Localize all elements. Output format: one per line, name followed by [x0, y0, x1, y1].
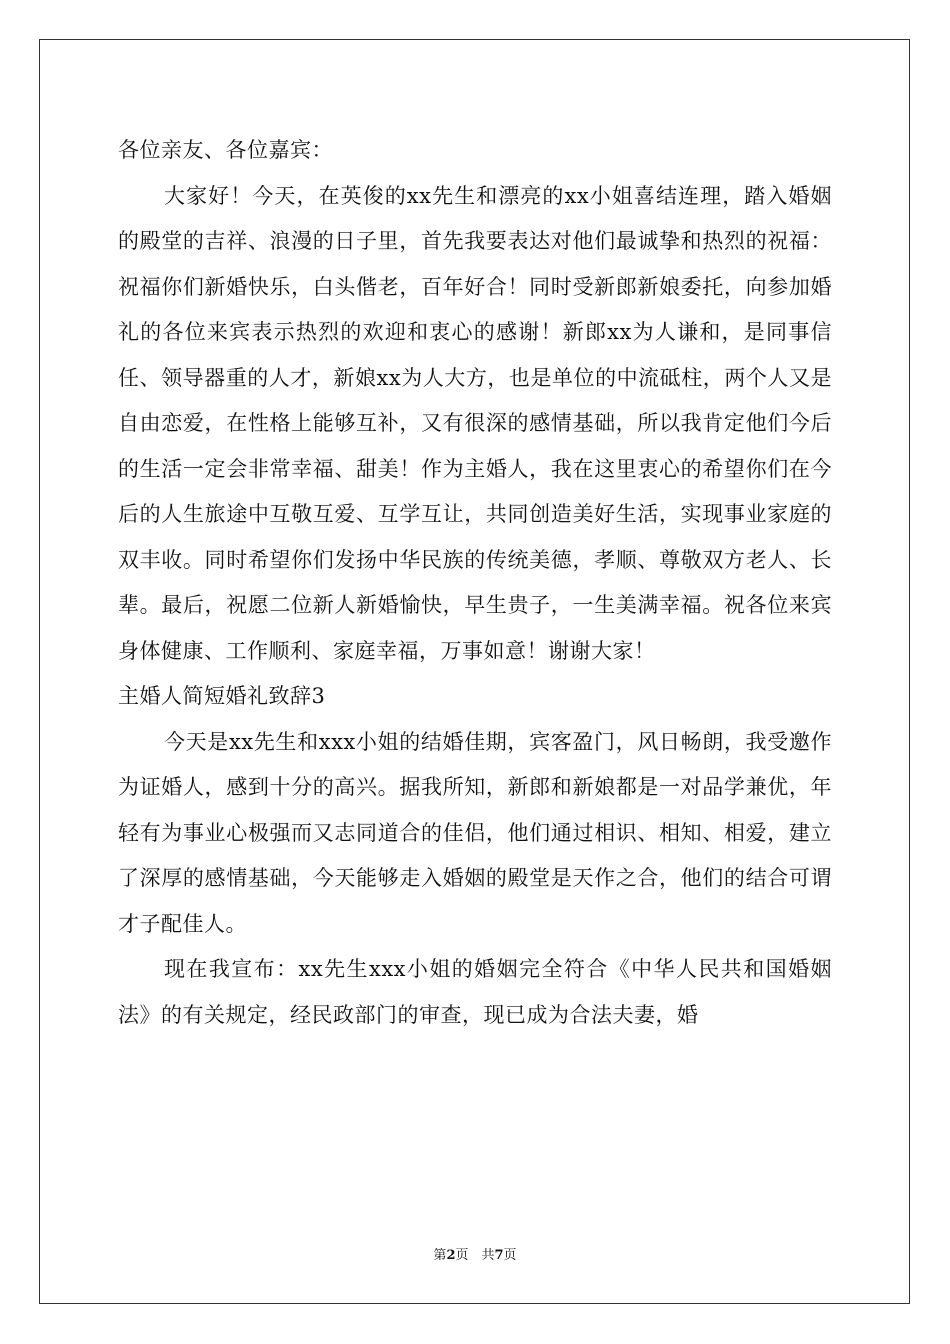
paragraph-2: 今天是xx先生和xxx小姐的结婚佳期，宾客盈门，风日畅朗，我受邀作为证婚人，感到十分的高兴。据我所知，新郎和新娘都是一对品学兼优，年轻有为事业心极强而又志同道合的佳侣，他们通过相识、相知、相爱，建立了深厚的感情基础，今天能够走入婚姻的殿堂是天作之合，他们的结合可谓才子配佳人。 — [118, 729, 832, 936]
paragraph-3: 现在我宣布：xx先生xxx小姐的婚姻完全符合《中华人民共和国婚姻法》的有关规定，经民政部门的审查，现已成为合法夫妻，婚 — [118, 957, 832, 1027]
section-heading: 主婚人简短婚礼致辞3 — [118, 684, 326, 708]
page-suffix: 页 — [503, 1248, 517, 1263]
page-footer — [0, 1244, 950, 1263]
page-prefix: 第 — [433, 1248, 447, 1263]
paragraph-1: 大家好！今天，在英俊的xx先生和漂亮的xx小姐喜结连理，踏入婚姻的殿堂的吉祥、浪漫的日子里，首先我要表达对他们最诚挚和热烈的祝福：祝福你们新婚快乐，白头偕老，百年好合！同时受新郎新娘委托，向参加婚礼的各位来宾表示热烈的欢迎和衷心的感谢！新郎xx为人谦和，是同事信任、领导器重的人才，新娘xx为人大方，也是单位的中流砥柱，两个人又是自由恋爱，在性格上能够互补，又有很深的感情基础，所以我肯定他们今后的生活一定会非常幸福、甜美！作为主婚人，我在这里衷心的希望你们在今后的人生旅途中互敬互爱、互学互让，共同创造美好生活，实现事业家庭的双丰收。同时希望你们发扬中华民族的传统美德，孝顺、尊敬双方老人、长辈。最后，祝愿二位新人新婚愉快，早生贵子，一生美满幸福。祝各位来宾身体健康、工作顺利、家庭幸福，万事如意！谢谢大家！ — [118, 183, 832, 663]
page-mid: 页 共 — [455, 1248, 495, 1263]
page-current-number: 2 — [446, 1248, 456, 1263]
page-total-number: 7 — [494, 1248, 504, 1263]
document-body — [118, 128, 832, 1038]
salutation: 各位亲友、各位嘉宾： — [118, 138, 333, 162]
